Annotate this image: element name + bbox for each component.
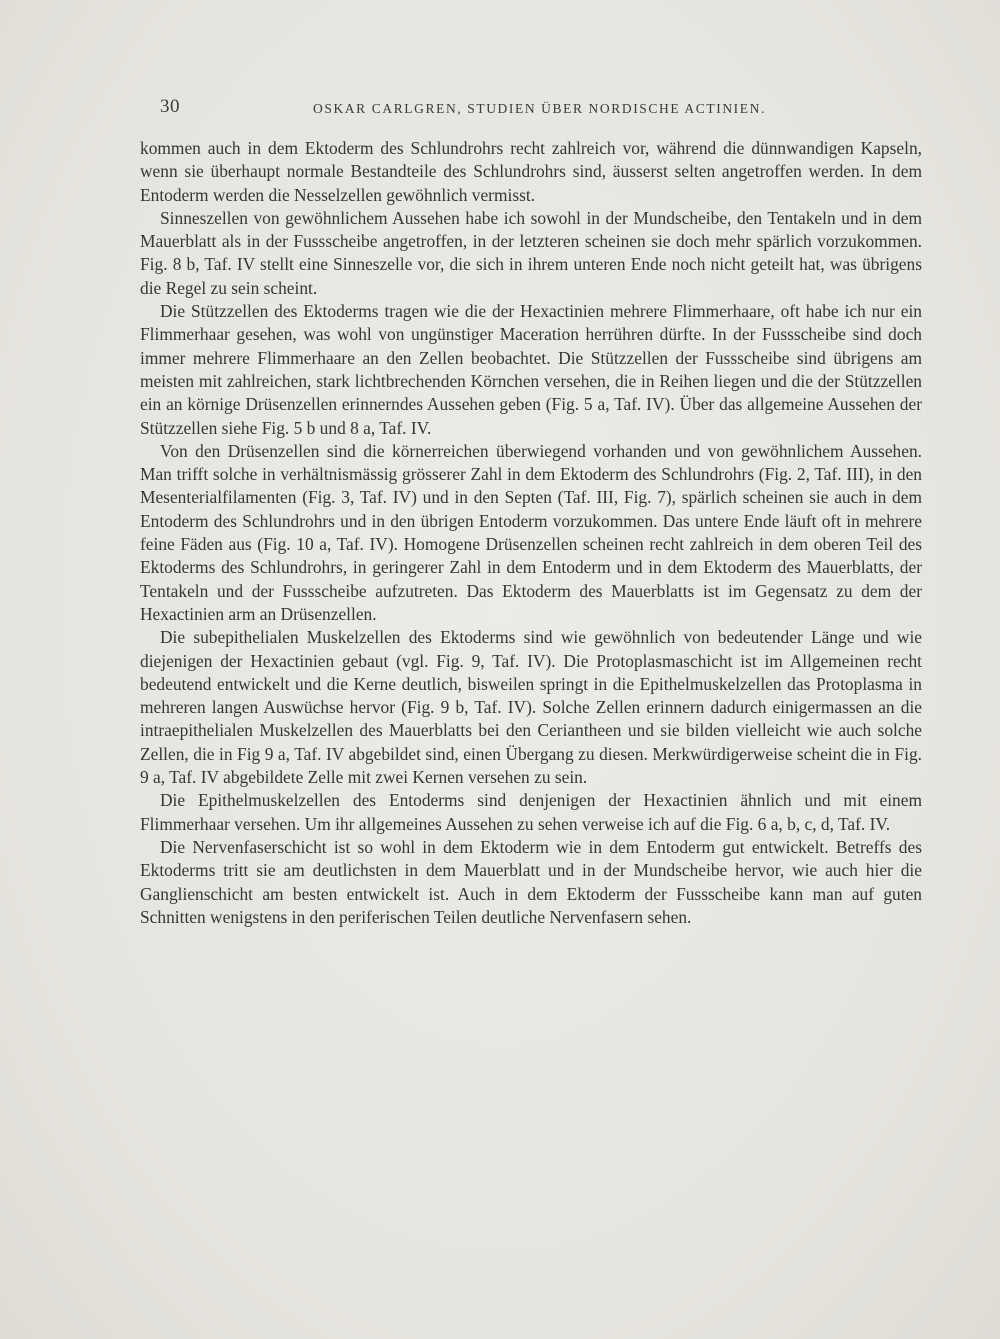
paragraph-stuetzzellen: Die Stützzellen des Ektoderms tragen wie die der Hexactinien mehrere Flimmerhaare, oft habe ich nur ein Flimmerhaar gesehen, was wohl von ungünstiger Maceration herrühren dürfte. In der Fussscheibe sind doch immer mehrere Flimmerhaare an den Zellen beobachtet. Die Stützzellen der Fussscheibe sind übrigens am meisten mit zahlreichen, stark lichtbrechenden Körnchen versehen, die in Reihen liegen und die der Stützzellen ein an körnige Drüsenzellen erinnerndes Aussehen geben (Fig. 5 a, Taf. IV). Über das allgemeine Aussehen der Stützzellen siehe Fig. 5 b und 8 a, Taf. IV. <box>140 301 922 438</box>
page-number: 30 <box>160 96 180 117</box>
paragraph-muskelzellen: Die subepithelialen Muskelzellen des Ektoderms sind wie gewöhnlich von bedeutender Länge und wie diejenigen der Hexactinien gebaut (vgl. Fig. 9, Taf. IV). Die Protoplasmaschicht ist im Allgemeinen recht bedeutend entwickelt und die Kerne deutlich, bisweilen springt in die Epithelmuskelzellen das Protoplasma in mehreren langen Auswüchse hervor (Fig. 9 b, Taf. IV). Solche Zellen erinnern dadurch einigermassen an die intraepithelialen Muskelzellen des Mauerblatts bei den Ceriantheen und sie bilden vielleicht wie auch solche Zellen, die in Fig 9 a, Taf. IV abgebildet sind, einen Übergang zu diesen. Merkwürdigerweise scheint die in Fig. 9 a, Taf. IV abgebildete Zelle mit zwei Kernen versehen zu sein. <box>140 627 922 788</box>
running-title: OSKAR CARLGREN, STUDIEN ÜBER NORDISCHE ACTINIEN. <box>313 101 766 116</box>
paragraph-sinneszellen: Sinneszellen von gewöhnlichem Aussehen habe ich sowohl in der Mundscheibe, den Tentakeln und in dem Mauerblatt als in der Fussscheibe angetroffen, in der letzteren scheinen sie doch mehr spärlich vorzukommen. Fig. 8 b, Taf. IV stellt eine Sinneszelle vor, die sich in ihrem unteren Ende noch nicht geteilt hat, was übrigens die Regel zu sein scheint. <box>140 207 922 298</box>
paragraph-continuation: kommen auch in dem Ektoderm des Schlundrohrs recht zahlreich vor, während die dünnwandigen Kapseln, wenn sie überhaupt normale Bestandteile des Schlundrohrs sind, äusserst selten angetroffen werden. In dem Entoderm werden die Nesselzellen gewöhnlich vermisst. <box>140 138 922 205</box>
paragraph-epithelmuskelzellen: Die Epithelmuskelzellen des Entoderms sind denjenigen der Hexactinien ähnlich und mit einem Flimmerhaar versehen. Um ihr allgemeines Aussehen zu sehen verweise ich auf die Fig. 6 a, b, c, d, Taf. IV. <box>140 790 922 834</box>
body-text <box>140 137 922 929</box>
running-header <box>160 96 924 128</box>
paragraph-nervenfaserschicht: Die Nervenfaserschicht ist so wohl in dem Ektoderm wie in dem Entoderm gut entwickelt. Betreffs des Ektoderms tritt sie am deutlichsten in dem Mauerblatt und in der Mundscheibe hervor, wie auch hier die Ganglienschicht am besten entwickelt ist. Auch in dem Ektoderm der Fussscheibe kann man auf guten Schnitten wenigstens in den periferischen Teilen deutliche Nervenfasern sehen. <box>140 836 922 927</box>
paragraph-druesenzellen: Von den Drüsenzellen sind die körnerreichen überwiegend vorhanden und von gewöhnlichem Aussehen. Man trifft solche in verhältnismässig grösserer Zahl in dem Ektoderm des Schlundrohrs (Fig. 2, Taf. III), in den Mesenterialfilamenten (Fig. 3, Taf. IV) und in den Septen (Taf. III, Fig. 7), spärlich scheinen sie auch in dem Entoderm des Schlundrohrs und in den übrigen Entoderm vorzukommen. Das untere Ende läuft oft in mehrere feine Fäden aus (Fig. 10 a, Taf. IV). Homogene Drüsenzellen scheinen recht zahlreich in dem oberen Teil des Ektoderms des Schlundrohrs, in geringerer Zahl in dem Entoderm und in dem Ektoderm des Mauerblatts, der Tentakeln und der Fussscheibe aufzutreten. Das Ektoderm des Mauerblatts ist im Gegensatz zu dem der Hexactinien arm an Drüsenzellen. <box>140 440 922 624</box>
